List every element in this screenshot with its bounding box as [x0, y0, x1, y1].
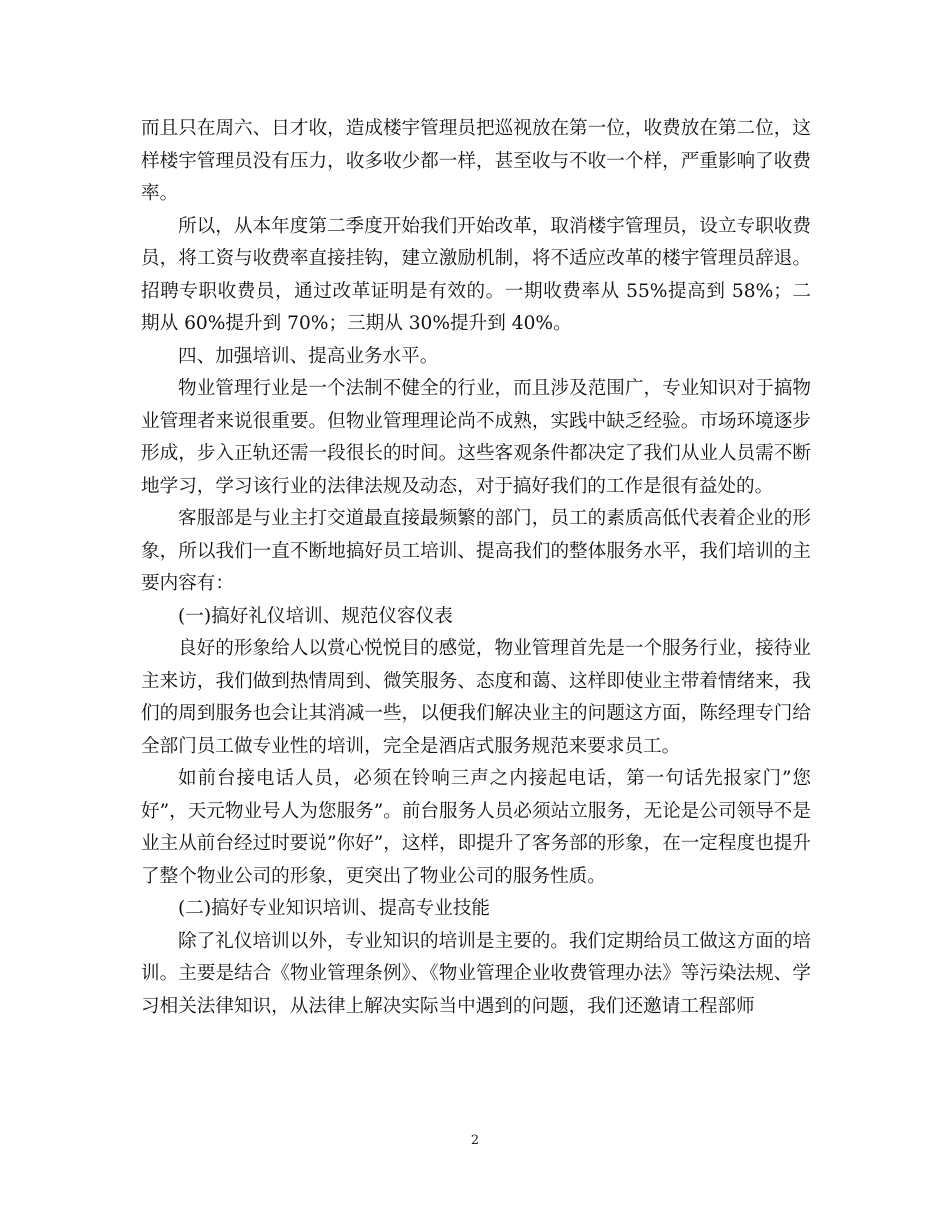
subheading-etiquette: (一)搞好礼仪培训、规范仪容仪表: [178, 605, 453, 627]
document-body: [141, 113, 811, 1023]
paragraph-industry: 物业管理行业是一个法制不健全的行业，而且涉及范围广，专业知识对于搞物业管理者来说很重要。但物业管理理论尚不成熟，实践中缺乏经验。市场环境逐步形成，步入正轨还需一段很长的时间。这些客观条件都决定了我们从业人员需不断地学习，学习该行业的法律法规及动态，对于搞好我们的工作是很有益处的。: [141, 378, 811, 497]
section-heading-training: 四、加强培训、提高业务水平。: [178, 345, 439, 367]
paragraph-continuation: 而且只在周六、日才收，造成楼宇管理员把巡视放在第一位，收费放在第二位，这样楼宇管理员没有压力，收多收少都一样，甚至收与不收一个样，严重影响了收费率。: [141, 118, 811, 204]
paragraph-front-desk: 如前台接电话人员，必须在铃响三声之内接起电话，第一句话先报家门”您好”，天元物业号人为您服务”。前台服务人员必须站立服务，无论是公司领导不是业主从前台经过时要说”你好”，这样，即提升了客务部的形象，在一定程度也提升了整个物业公司的形象，更突出了物业公司的服务性质。: [141, 768, 811, 887]
page-number: 2: [470, 1133, 480, 1148]
paragraph-reform: 所以，从本年度第二季度开始我们开始改革，取消楼宇管理员，设立专职收费员，将工资与收费率直接挂钩，建立激励机制，将不适应改革的楼宇管理员辞退。招聘专职收费员，通过改革证明是有效的。一期收费率从 55%提高到 58%；二期从 60%提升到 70%；三期从 30%提升到 40%。: [141, 215, 811, 334]
paragraph-image: 良好的形象给人以赏心悦悦目的感觉，物业管理首先是一个服务行业，接待业主来访，我们做到热情周到、微笑服务、态度和蔼、这样即使业主带着情绪来，我们的周到服务也会让其消减一些，以便我们解决业主的问题这方面，陈经理专门给全部门员工做专业性的培训，完全是酒店式服务规范来要求员工。: [141, 638, 811, 757]
paragraph-customer-service: 客服部是与业主打交道最直接最频繁的部门，员工的素质高低代表着企业的形象，所以我们一直不断地搞好员工培训、提高我们的整体服务水平，我们培训的主要内容有：: [141, 508, 811, 594]
subheading-professional: (二)搞好专业知识培训、提高专业技能: [178, 898, 491, 919]
paragraph-professional-training: 除了礼仪培训以外，专业知识的培训是主要的。我们定期给员工做这方面的培训。主要是结合《物业管理条例》、《物业管理企业收费管理办法》等污染法规、学习相关法律知识，从法律上解决实际当中遇到的问题，我们还邀请工程部师: [141, 930, 811, 1017]
